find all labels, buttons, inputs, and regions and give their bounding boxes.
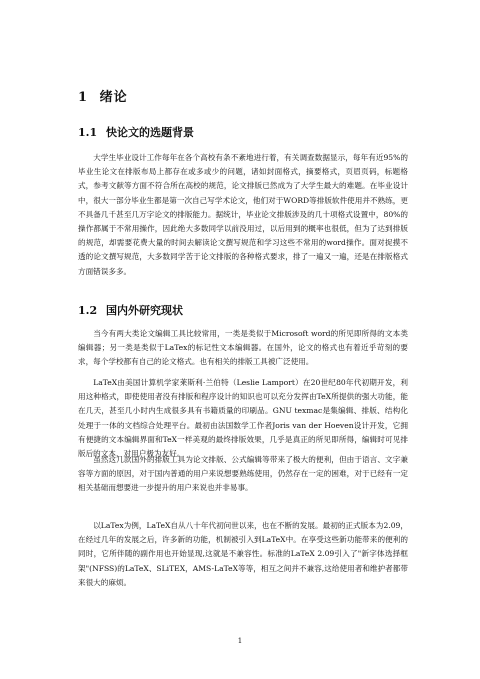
paragraph-background: 大学生毕业设计工作每年在各个高校有条不紊地进行着，有关调查数据显示，每年有近95%的毕业生论文在排版布局上都存在或多或少的问题，诸如封面格式，摘要格式，页眉页码，标题格式，参考文献等方面不符合所在高校的规范，论文排版已然成为了大学生最大的难题。在毕业设计中，很大一部分毕业生都是第一次自己写学术论文，他们对于WORD等排版软件使用并不熟练，更不具备几千甚至几万字论文的排版能力。据统计，毕业论文排版涉及的几十项格式设置中，80%的操作都属于不常用操作，因此绝大多数同学以前没用过，以后用到的概率也很低，但为了达到排版的规范，却需要花费大量的时间去解读论文撰写规范和学习这些不常用的word操作。面对捉摸不透的论文撰写规范，大多数同学苦于论文排版的各种格式要求，排了一遍又一遍，还是在排版格式方面错误多多。 [78, 153, 408, 276]
chapter-heading [78, 86, 128, 105]
paragraph-difficulty: 虽然这几款国外的排版工具为论文排版、公式编辑等带来了极大的便利，但由于语言、文字兼容等方面的原因，对于国内普通的用户来说想要熟练使用，仍然存在一定的困难，对于已经有一定相关基础而想要进一步提升的用户来说也并非易事。 [78, 455, 408, 493]
chapter-number: 1 [78, 90, 89, 105]
section-title: 快论文的选题背景 [105, 126, 194, 139]
paragraph-latex-history: 以LaTex为例，LaTeX自从八十年代初问世以来，也在不断的发展。最初的正式版本为2.09，在经过几年的发展之后，许多新的功能，机制被引入到LaTeX中。在享受这些新功能带来的便利的同时，它所伴随的副作用也开始显现,这就是不兼容性。标准的LaTeX 2.09引入了"新字体选择框架"(NFSS)的LaTeX、SLiTEX，AMS-LaTeX等等，相互之间并不兼容,这给使用者和维护者都带来很大的麻烦。 [78, 521, 408, 587]
section-heading-1-2 [78, 302, 183, 318]
section-number: 1.1 [78, 126, 98, 139]
paragraph-latex-texmacs: LaTeX由美国计算机学家莱斯利·兰伯特（Leslie Lamport）在20世纪80年代初期开发，利用这种格式，即使使用者没有排版和程序设计的知识也可以充分发挥由TeX所提供的强大功能，能在几天，甚至几小时内生成很多具有书籍质量的印刷品。GNU texmac是集编辑、排版、结构化处理于一体的文档综合处理平台。最初由法国数学工作者Joris van der Hoeven设计开发，它拥有便捷的文本编辑界面和TeX一样美观的最终排版效果，几乎是真正的所见即所得，编辑时可见排版后的文本，对用户极为友好。 [78, 378, 408, 459]
section-heading-1-1 [78, 124, 194, 140]
section-number: 1.2 [78, 304, 98, 317]
page-number: 1 [237, 637, 243, 645]
paragraph-editor-types: 当今有两大类论文编辑工具比较常用，一类是类似于Microsoft word的所见即所得的文本类编辑器；另一类是类似于LaTex的标记性文本编辑器。在国外，论文的格式也有着近乎苛刻的要求，每个学校都有自己的论文格式。也有相关的排版工具被广泛使用。 [78, 329, 408, 367]
section-title: 国内外研究现状 [105, 304, 183, 317]
chapter-title: 绪论 [99, 90, 128, 105]
